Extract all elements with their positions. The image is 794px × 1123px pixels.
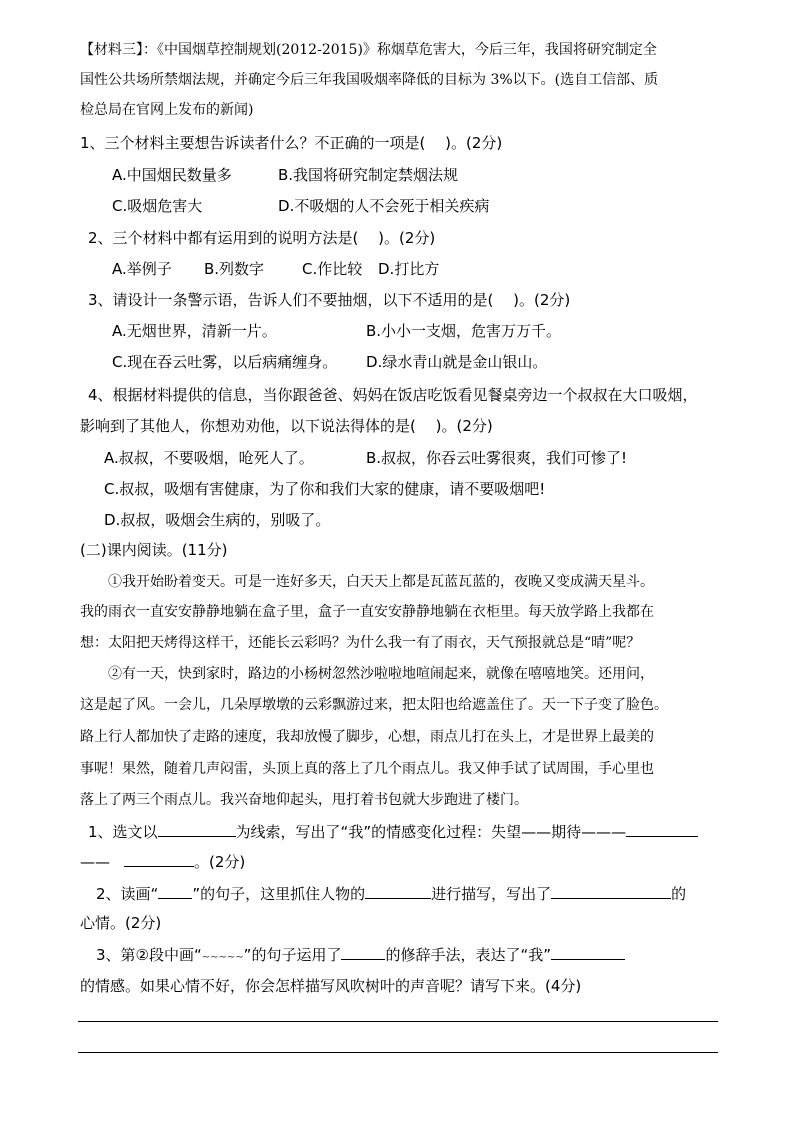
- section-2-heading: (二)课内阅读。(11分): [80, 541, 228, 559]
- rq2-blank-sentence[interactable]: [158, 884, 192, 899]
- answer-line-2[interactable]: [78, 1052, 718, 1053]
- rq1-text-c: ——: [80, 853, 110, 871]
- q3-option-b: B.小小一支烟，危害万万千。: [366, 322, 562, 340]
- rq2-text-b: ”的句子，这里抓住人物的: [192, 885, 366, 903]
- question-4-stem-line-1: 4、根据材料提供的信息，当你跟爸爸、妈妈在饭店吃饭看见餐桌旁边一个叔叔在大口吸烟，: [88, 386, 698, 404]
- rq2-text-d: 的: [671, 885, 687, 903]
- material3-line-1: 【材料三】：《中国烟草控制规划(2012-2015)》称烟草危害大，今后三年，我国将研究制定全: [80, 42, 657, 58]
- q2-option-c: C.作比较: [302, 260, 363, 278]
- passage-p2-line-4: 事呢！果然，随着几声闷雷，头顶上真的落上了几个雨点儿。我又伸手试了试周围，手心里也: [80, 761, 654, 777]
- passage-p2-line-3: 路上行人都加快了走路的速度，我却放慢了脚步，心想，雨点儿打在头上，才是世界上最美的: [80, 729, 654, 745]
- rq2-text-c: 进行描写，写出了: [431, 885, 552, 903]
- passage-p1-line-3: 想：太阳把天烤得这样干，还能长云彩吗？为什么我一有了雨衣，天气预报就总是“晴”呢？: [80, 635, 641, 651]
- rq3-text-c: 的修辞手法，表达了“我”: [385, 946, 551, 964]
- question-1-stem: 1、三个材料主要想告诉读者什么？不正确的一项是( )。(2分): [80, 134, 503, 152]
- q2-option-b: B.列数字: [204, 260, 265, 278]
- q2-option-a: A.举例子: [112, 260, 172, 278]
- q4-option-a: A.叔叔，不要吸烟，呛死人了。: [104, 449, 314, 467]
- passage-p1-line-2: 我的雨衣一直安安静静地躺在盒子里，盒子一直安安静静地躺在衣柜里。每天放学路上我都在: [80, 604, 654, 620]
- passage-p1-line-1: ①我开始盼着变天。可是一连好多天，白天天上都是瓦蓝瓦蓝的，夜晚又变成满天星斗。: [108, 574, 654, 590]
- q1-option-a: A.中国烟民数量多: [112, 166, 232, 184]
- reading-question-1-line-2: [80, 852, 245, 872]
- q3-option-a: A.无烟世界，清新一片。: [112, 322, 277, 340]
- rq2-blank-mood[interactable]: [551, 884, 671, 899]
- rq1-text-b: 为线索，写出了“我”的情感变化过程：失望——期待———: [235, 823, 627, 841]
- rq1-blank-emotion-2[interactable]: [124, 852, 194, 867]
- q1-option-d: D.不吸烟的人不会死于相关疾病: [278, 197, 490, 215]
- question-4-stem-line-2: 影响到了其他人，你想劝劝他，以下说法得体的是( )。(2分): [80, 417, 493, 435]
- passage-p2-line-2: 这是起了风。一会儿，几朵厚墩墩的云彩飘游过来，把太阳也给遮盖住了。天一下子变了脸色。: [80, 697, 668, 713]
- q4-option-c: C.叔叔，吸烟有害健康，为了你和我们大家的健康，请不要吸烟吧!: [104, 480, 546, 498]
- rq3-text-b: ”的句子运用了: [243, 946, 342, 964]
- rq3-text-a: 3、第②段中画“: [96, 946, 202, 964]
- rq1-text-d: 。(2分): [194, 853, 246, 871]
- q4-option-b: B.叔叔，你吞云吐雾很爽，我们可惨了!: [366, 449, 628, 467]
- reading-question-1-line-1: [88, 822, 698, 842]
- rq1-text-a: 1、选文以: [88, 823, 158, 841]
- rq3-blank-rhetoric[interactable]: [341, 945, 385, 960]
- rq1-blank-clue[interactable]: [158, 822, 236, 837]
- passage-p2-line-5: 落上了两三个雨点儿。我兴奋地仰起头，甩打着书包就大步跑进了楼门。: [80, 792, 528, 808]
- rq2-text-a: 2、读画“: [96, 885, 159, 903]
- wavy-underline-mark: ~~~~~: [201, 952, 244, 963]
- q1-option-b: B.我国将研究制定禁烟法规: [278, 166, 459, 184]
- material3-line-3: 检总局在官网上发布的新闻): [80, 102, 254, 118]
- rq3-blank-feeling[interactable]: [551, 945, 625, 960]
- question-2-stem: 2、三个材料中都有运用到的说明方法是( )。(2分): [88, 229, 436, 247]
- material3-line-2: 国性公共场所禁烟法规，并确定今后三年我国吸烟率降低的目标为 3%以下。(选自工信部、质: [80, 72, 659, 88]
- q3-option-d: D.绿水青山就是金山银山。: [366, 353, 548, 371]
- reading-question-2-line-1: [96, 884, 686, 904]
- q4-option-d: D.叔叔，吸烟会生病的，别吸了。: [104, 511, 331, 529]
- reading-question-2-line-2: 心情。(2分): [80, 914, 162, 932]
- rq2-blank-aspect[interactable]: [365, 884, 431, 899]
- q3-option-c: C.现在吞云吐雾，以后病痛缠身。: [112, 353, 338, 371]
- rq1-blank-emotion-1[interactable]: [626, 822, 698, 837]
- question-3-stem: 3、请设计一条警示语，告诉人们不要抽烟，以下不适用的是( )。(2分): [88, 291, 571, 309]
- q2-option-d: D.打比方: [378, 260, 440, 278]
- answer-line-1[interactable]: [78, 1021, 718, 1022]
- reading-question-3-line-1: [96, 945, 625, 968]
- reading-question-3-line-2: 的情感。如果心情不好，你会怎样描写风吹树叶的声音呢？请写下来。(4分): [80, 977, 582, 995]
- q1-option-c: C.吸烟危害大: [112, 197, 203, 215]
- passage-p2-line-1: ②有一天，快到家时，路边的小杨树忽然沙啦啦地喧闹起来，就像在嘻嘻地笑。还用问，: [108, 666, 654, 682]
